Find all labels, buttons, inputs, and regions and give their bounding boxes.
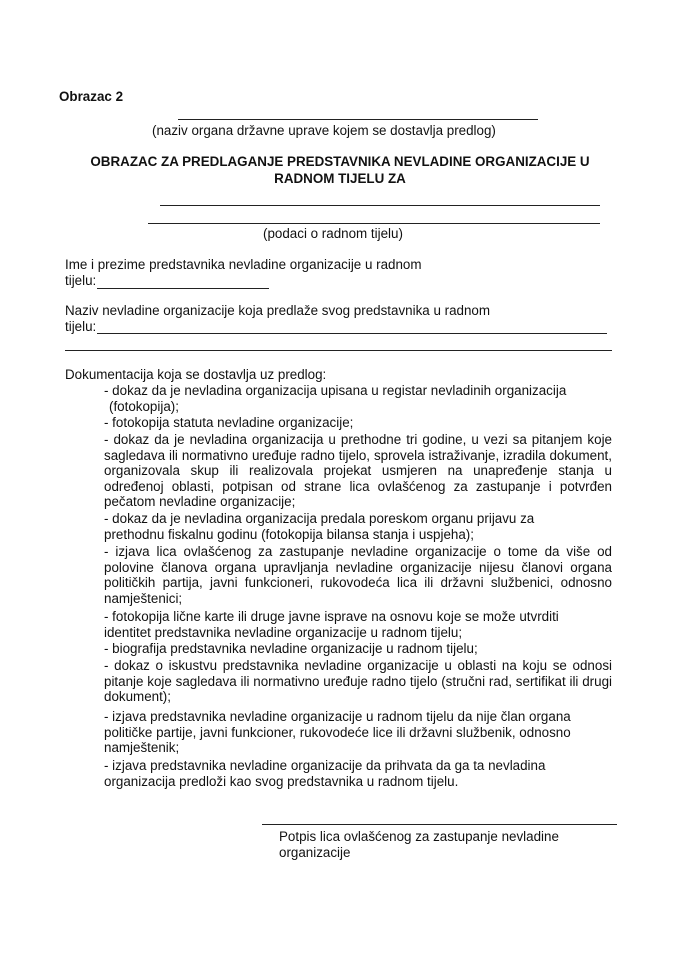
body-data-caption: (podaci o radnom tijelu) <box>263 226 403 241</box>
doc-item: - fotokopija statuta nevladine organizacije; <box>104 415 354 430</box>
org-name-label-line2: tijelu: <box>65 319 97 334</box>
doc-item: - fotokopija lične karte ili druge javne isprave na osnovu koje se može utvrditi identitet predstavnika nevladine organizacije u radnom tijelu; <box>104 609 559 640</box>
doc-item: - dokaz da je nevladina organizacija u prethodne tri godine, u vezi sa pitanjem koje sagledava ili normativno uređuje radno tijelo, sprovela istraživanje, izradila dokument, organizovala skup ili realizovala projekat usmjeren na unapređenje stanja u određenoj oblasti, potpisan od strane lica ovlašćenog za zastupanje i potvrđen pečatom nevladine organizacije; <box>104 432 612 510</box>
rep-name-label-line2: tijelu: <box>65 273 97 288</box>
docs-intro: Dokumentacija koja se dostavlja uz predlog: <box>65 367 327 382</box>
body-data-line-2[interactable] <box>148 223 600 224</box>
rep-name-field[interactable] <box>97 288 269 289</box>
org-name-field[interactable] <box>97 333 607 334</box>
org-name-label-line1: Naziv nevladine organizacije koja predlaže svog predstavnika u radnom <box>65 303 491 318</box>
doc-item: - izjava lica ovlašćenog za zastupanje nevladine organizacije o tome da više od polovine članova organa upravljanja nevladine organizacije nijesu članovi organa političkih partija, javni funkcioneri, rukovodeća lica ili državni službenici, odnosno namještenici; <box>104 544 612 606</box>
doc-item: - dokaz o iskustvu predstavnika nevladine organizacije u oblasti na koju se odnosi pitanje koje sagledava ili normativno uređuje radno tijelo (stručni rad, sertifikat ili drugi dokument); <box>104 658 612 705</box>
form-title-line2: RADNOM TIJELU ZA <box>274 171 406 186</box>
doc-item: (fotokopija); <box>109 399 179 414</box>
organ-name-line[interactable] <box>178 119 538 120</box>
form-label: Obrazac 2 <box>59 89 124 104</box>
body-data-line-1[interactable] <box>160 205 600 206</box>
doc-item: - dokaz da je nevladina organizacija predala poreskom organu prijavu za prethodnu fiskalnu godinu (fotokopija bilansa stanja i uspjeha); <box>104 511 535 542</box>
form-title-line1: OBRAZAC ZA PREDLAGANJE PREDSTAVNIKA NEVLADINE ORGANIZACIJE U <box>90 154 590 169</box>
signature-caption-line2: organizacije <box>279 845 351 860</box>
organ-name-caption: (naziv organa državne uprave kojem se dostavlja predlog) <box>152 123 496 138</box>
signature-line[interactable] <box>262 824 617 825</box>
doc-item: - biografija predstavnika nevladine organizacije u radnom tijelu; <box>104 641 478 656</box>
org-name-field-extra[interactable] <box>65 350 612 351</box>
doc-item: - izjava predstavnika nevladine organizacije u radnom tijelu da nije član organa političke partije, javni funkcioner, rukovodeće lice ili državni službenik, odnosno namještenik; <box>104 709 571 756</box>
rep-name-label-line1: Ime i prezime predstavnika nevladine organizacije u radnom <box>65 257 422 272</box>
doc-item: - dokaz da je nevladina organizacija upisana u registar nevladinih organizacija <box>104 383 567 398</box>
signature-caption-line1: Potpis lica ovlašćenog za zastupanje nevladine <box>279 829 559 844</box>
doc-item: - izjava predstavnika nevladine organizacije da prihvata da ga ta nevladina organizacija predloži kao svog predstavnika u radnom tijelu. <box>104 758 546 789</box>
